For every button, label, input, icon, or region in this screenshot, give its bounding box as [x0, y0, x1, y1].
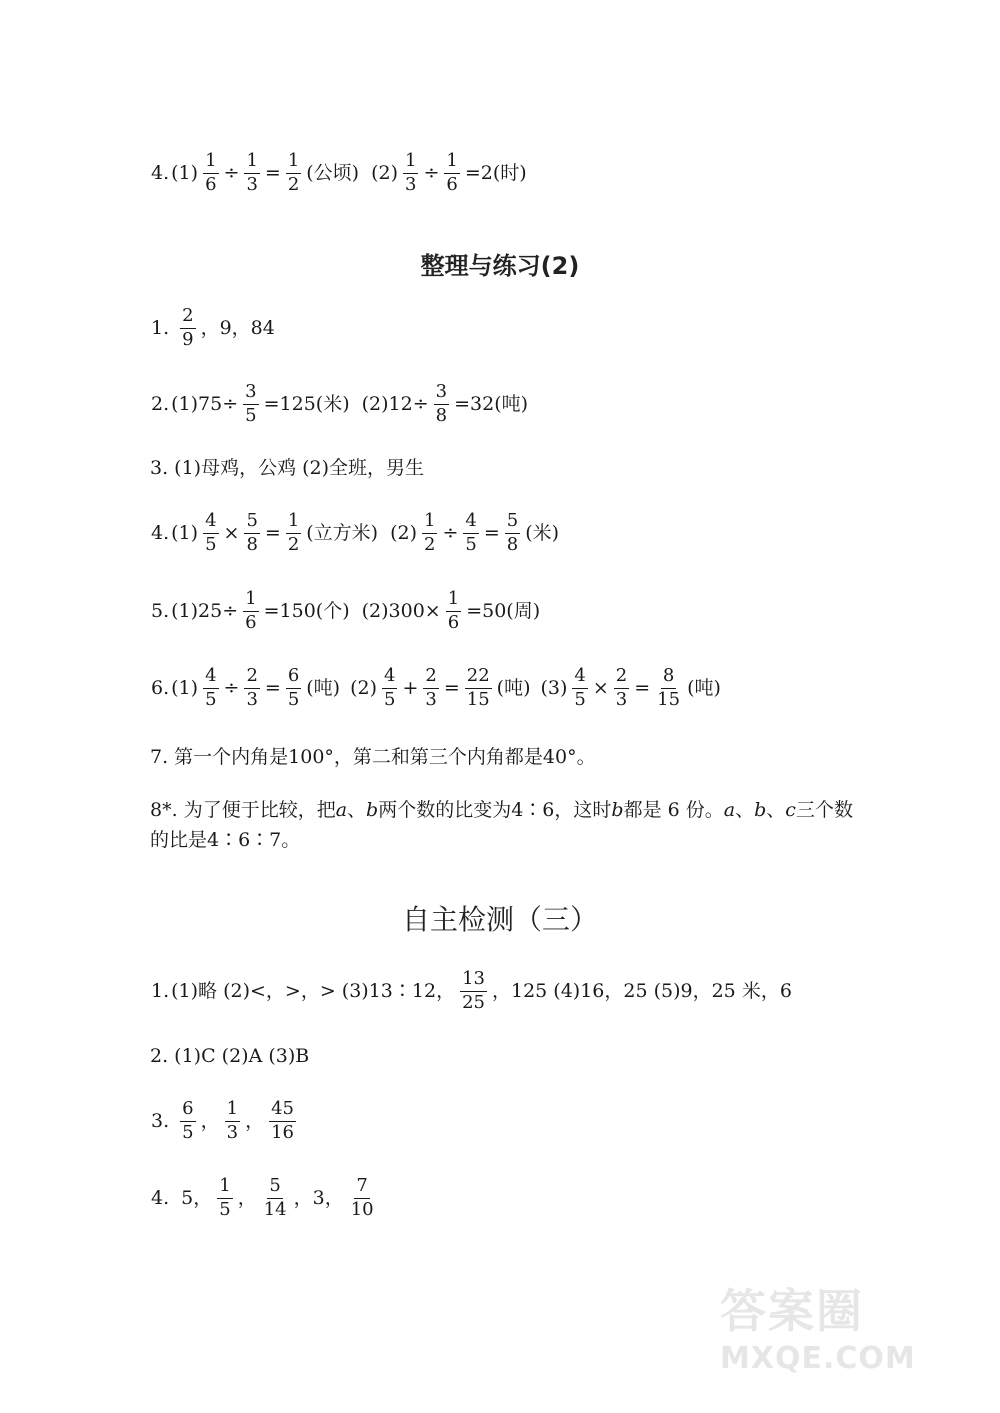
question-number: 6. — [151, 676, 170, 699]
fraction: $\frac{5}{14}$ — [263, 1175, 287, 1220]
fraction: $\frac{2}{3}$ — [425, 665, 437, 710]
fraction: $\frac{3}{5}$ — [245, 381, 257, 426]
fraction: $\frac{1}{6}$ — [245, 588, 257, 633]
answer-1: 1. $\frac{2}{9}$ ，9，84 — [151, 305, 275, 350]
watermark-cn: 答案圈 — [720, 1284, 864, 1338]
watermark-en: MXQE.COM — [720, 1341, 916, 1376]
fraction: $\frac{45}{16}$ — [271, 1098, 294, 1143]
fraction: $\frac{4}{5}$ — [205, 510, 217, 555]
fraction: $\frac{1}{6}$ — [446, 150, 458, 195]
fraction: $\frac{4}{5}$ — [574, 665, 586, 710]
check-answer-2: 2. (1)C (2)A (3)B — [150, 1045, 310, 1067]
question-number: 2. — [151, 392, 170, 415]
question-number: 4. — [151, 1186, 170, 1209]
answer-2: 2. (1)75÷ $\frac{3}{5}$ =125(米) (2)12÷ $\frac{3}{8}$ =32(吨) — [151, 381, 529, 426]
question-number: 5. — [151, 599, 170, 622]
check-answer-4: 4. 5， $\frac{1}{5}$ ， $\frac{5}{14}$ ，3， $\frac{7}{10}$ — [151, 1175, 374, 1220]
fraction: $\frac{6}{5}$ — [287, 665, 300, 710]
fraction: $\frac{1}{2}$ — [287, 150, 300, 195]
fraction: $\frac{6}{5}$ — [182, 1098, 194, 1143]
fraction: $\frac{1}{3}$ — [246, 150, 258, 195]
answer-5: 5. (1)25÷ $\frac{1}{6}$ =150(个) (2)300× $\frac{1}{6}$ =50(周) — [151, 588, 541, 633]
section-title: 自主检测（三） — [401, 903, 598, 936]
fraction: $\frac{4}{5}$ — [205, 665, 217, 710]
fraction: $\frac{4}{5}$ — [384, 665, 396, 710]
fraction: $\frac{1}{6}$ — [205, 150, 217, 195]
question-number: 1. — [151, 979, 170, 1002]
fraction: $\frac{4}{5}$ — [465, 510, 477, 555]
answer-7: 7. 第一个内角是100°，第二和第三个内角都是40°。 — [150, 746, 596, 768]
answer-4: 4. (1) $\frac{4}{5}$ × $\frac{5}{8}$ = $\frac{1}{2}$ (立方米) (2) $\frac{1}{2}$ ÷ $\frac{4}{5}$ = $\frac{5}{8}$ (米) — [151, 510, 560, 555]
question-number: 4. — [151, 161, 170, 184]
fraction: $\frac{5}{8}$ — [506, 510, 519, 555]
fraction: $\frac{1}{2}$ — [424, 510, 436, 555]
fraction: $\frac{3}{8}$ — [435, 381, 448, 426]
question-number: 4. — [151, 521, 170, 544]
fraction: $\frac{2}{3}$ — [615, 665, 628, 710]
check-answer-3: 3. $\frac{6}{5}$ ， $\frac{1}{3}$ ， $\frac{45}{16}$ — [151, 1098, 294, 1143]
fraction: $\frac{22}{15}$ — [466, 665, 490, 710]
answer-6: 6. (1) $\frac{4}{5}$ ÷ $\frac{2}{3}$ = $\frac{6}{5}$ (吨) (2) $\frac{4}{5}$ + $\frac{2}{3}$ = $\frac{22}{15}$ (吨) (3) $\frac{4}{5}$ × $\frac{2}{3}$ = $\frac{8}{15}$ (吨) — [151, 665, 721, 710]
watermark-logo — [720, 1275, 970, 1395]
prev-answer-4: 4. (1) $\frac{1}{6}$ ÷ $\frac{1}{3}$ = $\frac{1}{2}$ (公顷) (2) $\frac{1}{3}$ ÷ $\frac{1}{6}$ =2(时) — [151, 150, 527, 195]
fraction: $\frac{1}{2}$ — [287, 510, 300, 555]
answer-3: 3. (1)母鸡，公鸡 (2)全班，男生 — [150, 457, 425, 479]
question-number: 8*. — [150, 799, 178, 821]
fraction: $\frac{2}{9}$ — [182, 305, 194, 350]
fraction: $\frac{1}{3}$ — [405, 150, 417, 195]
question-number: 1. — [151, 316, 170, 339]
part-label: (2) — [371, 161, 399, 184]
fraction: $\frac{13}{25}$ — [462, 968, 485, 1013]
check-answer-1: 1. (1)略 (2)<，>，> (3)13∶12， $\frac{13}{25}$ ，125 (4)16，25 (5)9，25 米，6 — [151, 968, 792, 1013]
fraction: $\frac{7}{10}$ — [350, 1175, 374, 1220]
fraction: $\frac{1}{5}$ — [219, 1175, 231, 1220]
section-title: 整理与练习(2) — [420, 252, 580, 280]
question-number: 3. — [151, 1109, 170, 1132]
answer-8: 8*. 为了便于比较，把a、b两个数的比变为4∶6，这时b都是 6 份。a、b、c三个数的比是4∶6∶7。 — [150, 799, 853, 852]
fraction: $\frac{1}{3}$ — [226, 1098, 239, 1143]
fraction: $\frac{5}{8}$ — [246, 510, 258, 555]
fraction: $\frac{2}{3}$ — [246, 665, 258, 710]
fraction: $\frac{1}{6}$ — [447, 588, 460, 633]
fraction: $\frac{8}{15}$ — [657, 665, 681, 710]
part-label: (1) — [171, 161, 199, 184]
